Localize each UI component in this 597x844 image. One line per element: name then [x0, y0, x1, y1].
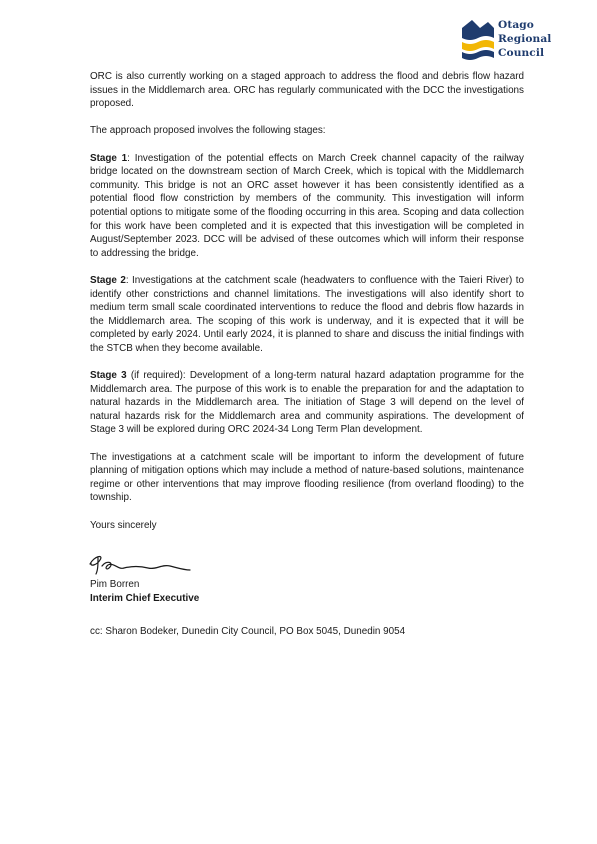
cc-line: cc: Sharon Bodeker, Dunedin City Council, PO Box 5045, Dunedin 9054	[90, 626, 406, 638]
stage-3-text: (if required): Development of a long-term natural hazard adaptation programme for the Middlemarch area. The purpose of this work is to enable the preparation for and the adaptation to natural hazards in the Middlemarch area. The initiation of Stage 3 will depend on the level of natural hazards risk for the Middlemarch area and community aspirations. The development of Stage 3 will be explored during ORC 2024-34 Long Term Plan development.	[90, 370, 524, 436]
stage-2-paragraph	[90, 274, 524, 356]
otago-regional-council-emblem-icon	[460, 18, 496, 62]
stage-1-paragraph	[90, 152, 524, 261]
org-name-line-1: Otago	[498, 19, 534, 31]
stage-3-label: Stage 3	[90, 370, 127, 382]
final-paragraph: The investigations at a catchment scale will be important to inform the development of future planning of mitigation options which may include a method of nature-based solutions, maintenance regime or other interventions that may improve flooding resilience (from overland flooding) to the township.	[90, 451, 524, 504]
org-name-line-2: Regional	[498, 32, 552, 45]
approach-paragraph: The approach proposed involves the following stages:	[90, 125, 326, 137]
signer-title: Interim Chief Executive	[90, 592, 200, 604]
intro-paragraph: ORC is also currently working on a staged approach to address the flood and debris flow hazard issues in the Middlemarch area. ORC has regularly communicated with the DCC the investigations proposed.	[90, 71, 524, 110]
stage-1-text: : Investigation of the potential effects on March Creek channel capacity of the railway bridge located on the downstream section of March Creek, which is topical with the Middlemarch community. This bridge is not an ORC asset however it has been consistently identified as a potential flood flow constriction by members of the community. This investigation will inform potential options to mitigate some of the flooding occurring in this area. Scoping and data collection for this work have been completed and it is expected that this investigation will be completed in August/September 2023. DCC will be advised of these outcomes which will inform their response to addressing the bridge.	[90, 152, 524, 259]
org-logo	[460, 16, 580, 66]
closing-salutation: Yours sincerely	[90, 519, 157, 531]
org-name	[498, 19, 551, 60]
signature-block	[90, 578, 524, 605]
stage-2-label: Stage 2	[90, 274, 126, 286]
stage-1-label: Stage 1	[90, 152, 128, 164]
stage-2-text: : Investigations at the catchment scale (headwaters to confluence with the Taieri River) to identify other constrictions and channel limitations. The investigations will also identify short to medium term small scale coordinated interventions to reduce the flood and debris flow hazards in the Middlemarch area. The scoping of this work is underway, and it is expected that it will be completed by early 2024. Until early 2024, it is planned to share and discuss the initial findings with the STCB when they become available.	[90, 274, 524, 354]
stage-3-paragraph	[90, 369, 524, 437]
handwritten-signature	[84, 550, 194, 578]
letter-body	[90, 70, 524, 653]
org-name-line-3: Council	[498, 46, 545, 59]
signer-name: Pim Borren	[90, 579, 140, 591]
